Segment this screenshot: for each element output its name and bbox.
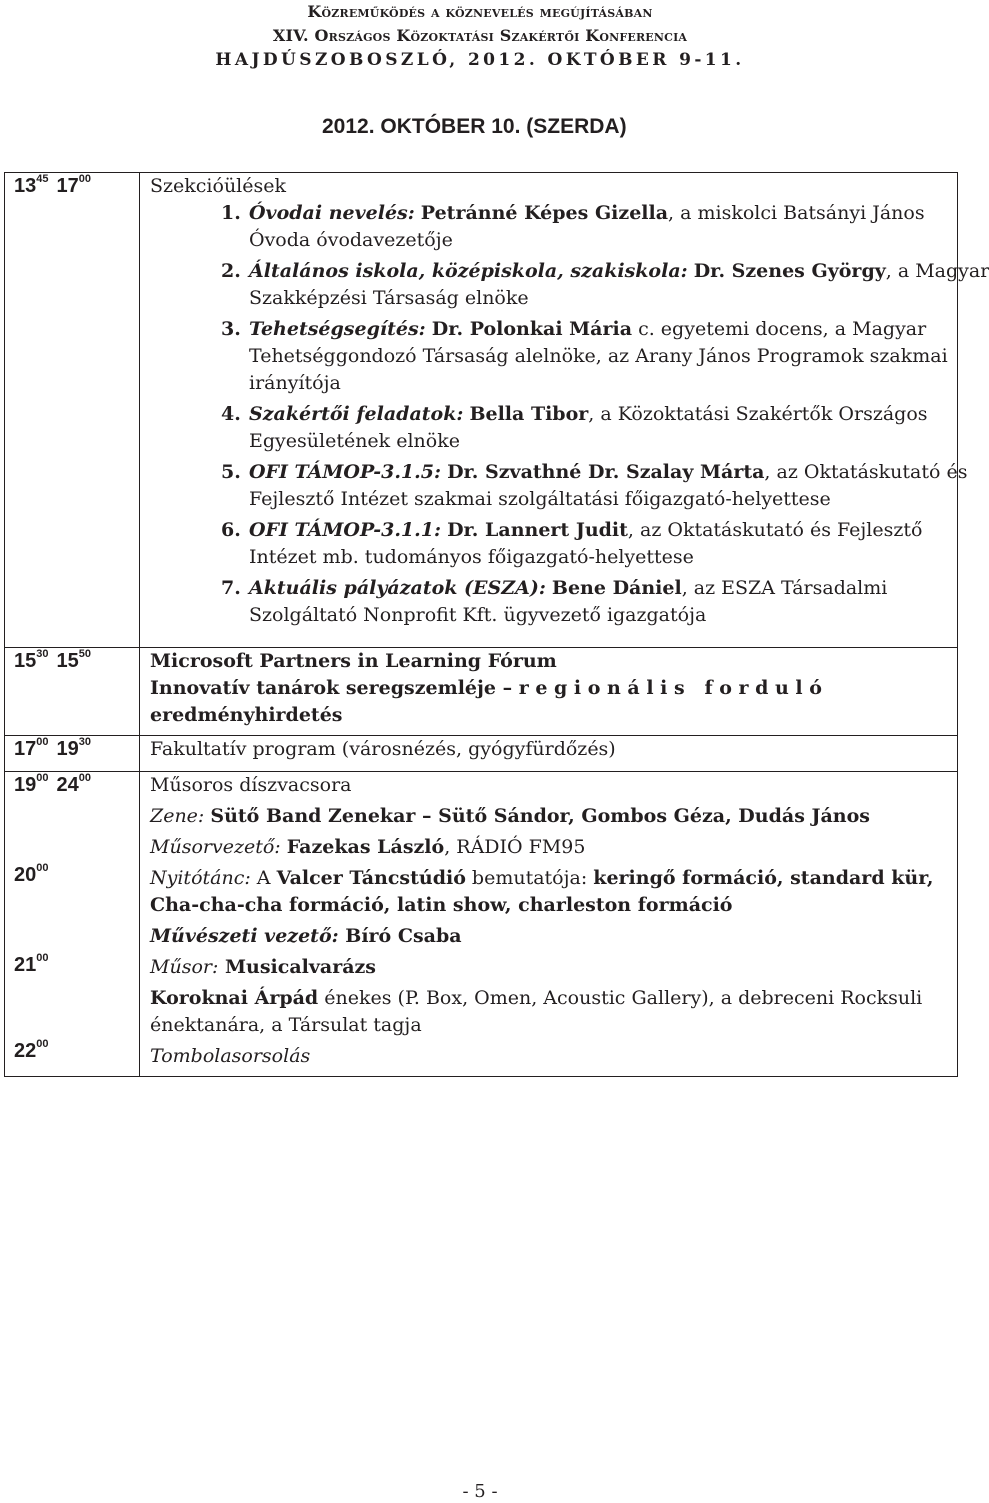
schedule-row — [5, 173, 958, 648]
day-title: 2012. OKTÓBER 10. (SZERDA) — [322, 115, 627, 138]
raffle-line: Tombolasorsolás — [150, 1045, 311, 1067]
list-item: 6. OFI TÁMOP-3.1.1: Dr. Lannert Judit, az Oktatáskutató és Fejlesztő — [221, 519, 923, 541]
session-subtitle: Innovatív tanárok seregszemléje – regionális forduló — [150, 677, 829, 699]
time-show: $21^{00}$ — [14, 952, 49, 976]
list-item: 2. Általános iskola, középiskola, szakiskola: Dr. Szenes György, a Magyar — [221, 260, 989, 282]
conference-header-line3: HAJDÚSZOBOSZLÓ, 2012. OKTÓBER 9-11. — [215, 50, 745, 70]
list-item-continuation: Egyesületének elnöke — [249, 430, 460, 452]
host-line: Műsorvezető: Fazekas László, RÁDIÓ FM95 — [150, 836, 586, 858]
singer-line-continuation: énektanára, a Társulat tagja — [150, 1014, 422, 1036]
list-item-continuation: Fejlesztő Intézet szakmai szolgáltatási főigazgató-helyettese — [249, 488, 831, 510]
time-range: $15^{30}$ $15^{50}$ — [14, 648, 91, 672]
session-content — [140, 173, 989, 648]
session-title: Microsoft Partners in Learning Fórum — [150, 650, 557, 672]
time-range: $13^{45}$ $17^{00}$ — [14, 173, 91, 197]
list-item: 5. OFI TÁMOP-3.1.5: Dr. Szvathné Dr. Szalay Márta, az Oktatáskutató és — [221, 461, 968, 483]
page-number: - 5 - — [462, 1481, 498, 1502]
session-content — [140, 736, 958, 772]
session-title: Szekcióülések — [150, 175, 287, 197]
list-item: 7. Aktuális pályázatok (ESZA): Bene Dániel, az ESZA Társadalmi — [221, 577, 888, 599]
list-item: 1. Óvodai nevelés: Petránné Képes Gizella, a miskolci Batsányi János — [221, 202, 925, 224]
schedule-row — [5, 648, 958, 736]
time-range: $19^{00}$ $24^{00}$ — [14, 772, 91, 796]
singer-line: Koroknai Árpád énekes (P. Box, Omen, Acoustic Gallery), a debreceni Rocksuli — [150, 987, 923, 1009]
list-item: 3. Tehetségsegítés: Dr. Polonkai Mária c. egyetemi docens, a Magyar — [221, 318, 927, 340]
opener-line-continuation: Cha-cha-cha formáció, latin show, charleston formáció — [150, 894, 733, 916]
list-item-continuation: Óvoda óvodavezetője — [249, 229, 453, 251]
music-line: Zene: Sütő Band Zenekar – Sütő Sándor, Gombos Géza, Dudás János — [150, 805, 870, 827]
list-item-continuation: irányítója — [249, 372, 341, 394]
conference-header-line1: Közreműködés a köznevelés megújításában — [307, 2, 653, 21]
time-opener: $20^{00}$ — [14, 862, 49, 886]
session-content — [140, 772, 958, 1077]
art-director-line: Művészeti vezető: Bíró Csaba — [150, 925, 462, 947]
list-item-continuation: Szolgáltató Nonprofit Kft. ügyvezető igazgatója — [249, 604, 707, 626]
time-cell — [5, 736, 140, 772]
conference-header-line2: XIV. Országos Közoktatási Szakértői Konferencia — [272, 26, 688, 45]
time-cell — [5, 173, 140, 648]
schedule-row — [5, 772, 958, 1077]
time-range: $17^{00}$ $19^{30}$ — [14, 736, 91, 760]
session-title: Műsoros díszvacsora — [150, 774, 352, 796]
list-item-continuation: Intézet mb. tudományos főigazgató-helyettese — [249, 546, 694, 568]
list-item: 4. Szakértői feladatok: Bella Tibor, a Közoktatási Szakértők Országos — [221, 403, 928, 425]
time-raffle: $22^{00}$ — [14, 1038, 49, 1062]
show-line: Műsor: Musicalvarázs — [150, 956, 377, 978]
list-item-continuation: Tehetséggondozó Társaság alelnöke, az Arany János Programok szakmai — [249, 345, 948, 367]
list-item-continuation: Szakképzési Társaság elnöke — [249, 287, 529, 309]
schedule-row — [5, 736, 958, 772]
session-title: Fakultatív program (városnézés, gyógyfürdőzés) — [150, 738, 616, 760]
session-subtitle-continuation: eredményhirdetés — [150, 704, 343, 726]
time-cell — [5, 772, 140, 1077]
schedule-table — [4, 172, 989, 1077]
time-cell — [5, 648, 140, 736]
session-content — [140, 648, 958, 736]
opener-line: Nyitótánc: A Valcer Táncstúdió bemutatója: keringő formáció, standard kür, — [150, 867, 934, 889]
